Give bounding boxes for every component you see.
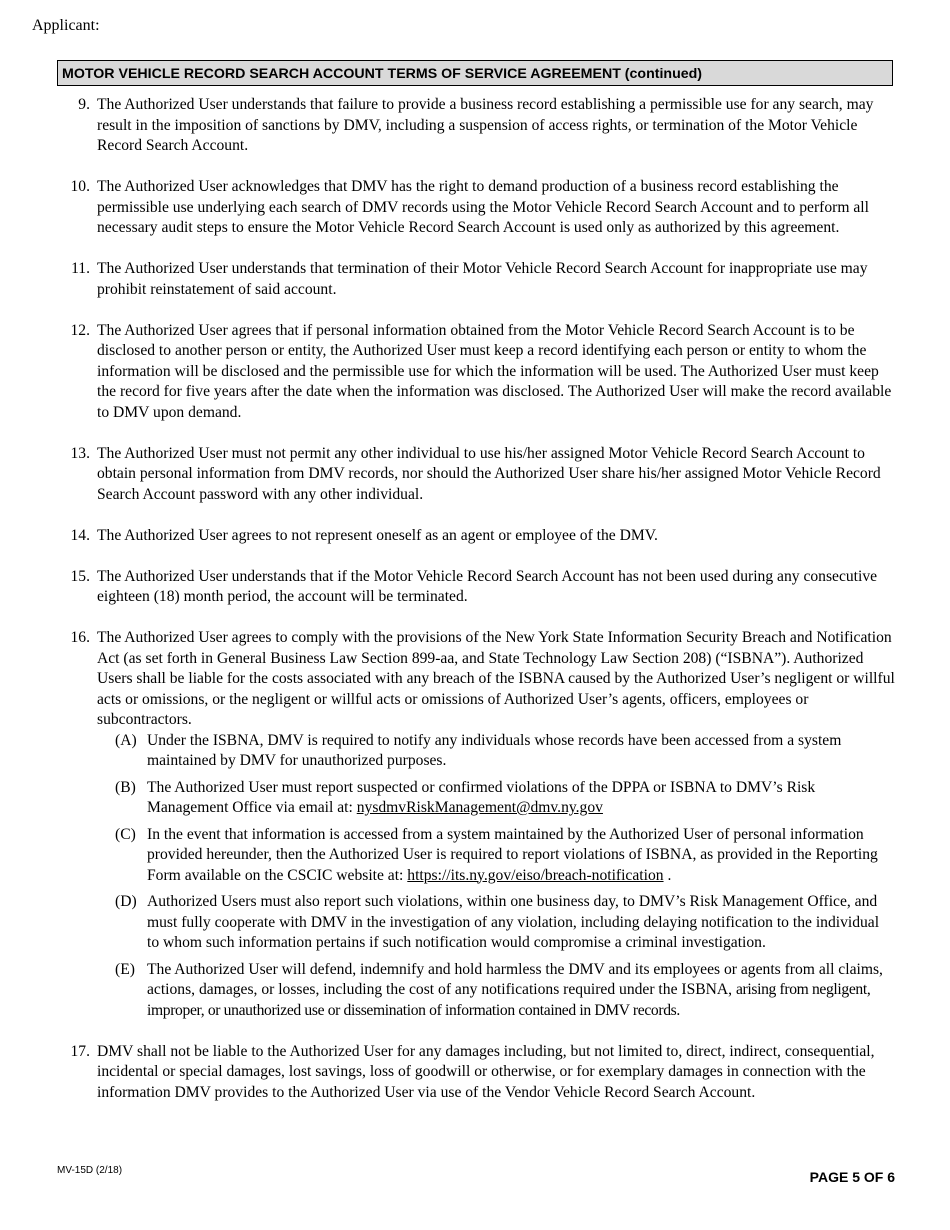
sub-item-text: Under the ISBNA, DMV is required to notify any individuals whose records have been accessed from a system maintained by DMV for unauthorized purposes.: [147, 731, 842, 769]
item-number: 14.: [70, 526, 90, 544]
item-number: 13.: [70, 444, 90, 462]
sub-item-tail: .: [663, 866, 672, 884]
item-number: 11.: [71, 260, 90, 277]
term-item-12: [0, 321, 950, 424]
sub-item-label: (E): [115, 960, 135, 978]
item-text: The Authorized User understands that failure to provide a business record establishing a permissible use for any search, may result in the imposition of sanctions by DMV, including a suspension of access rights, or termination of the Motor Vehicle Record Search Account.: [97, 96, 874, 154]
page-number: PAGE 5 OF 6: [809, 1169, 895, 1185]
item-number: 12.: [70, 321, 90, 339]
sub-item-text: The Authorized User will defend, indemnify and hold harmless the DMV and its employees or agents from all claims, actions, damages, or losses, including the cost of any notifications required under the ISBNA,: [147, 960, 883, 998]
sub-item-list: [97, 731, 895, 1022]
sub-item-tail: arising from negligent, improper, or unauthorized use or dissemination of information contained in DMV records.: [147, 981, 871, 1019]
term-item-14: [0, 526, 950, 547]
sub-item-text: In the event that information is accessed from a system maintained by the Authorized User of personal information provided hereunder, then the Authorized User is required to report violations of ISBNA, as provided in the Reporting Form available on the CSCIC website at:: [147, 825, 878, 884]
sub-item-label: (B): [115, 778, 136, 796]
sub-item-b: [97, 778, 895, 819]
item-text: DMV shall not be liable to the Authorized User for any damages including, but not limited to, direct, indirect, consequential, incidental or special damages, lost savings, loss of goodwill or otherwise, or for exemplary damages in connection with the information DMV provides to the Authorized User via use of the Vendor Vehicle Record Search Account.: [97, 1042, 875, 1101]
sub-item-label: (A): [115, 731, 137, 749]
item-text: The Authorized User agrees to comply with the provisions of the New York State Information Security Breach and Notification Act (as set forth in General Business Law Section 899-aa, and State Technology Law Section 208) (“ISBNA”). Authorized Users shall be liable for the costs associated with any breach of the ISBNA caused by the Authorized User’s negligent or willful acts or omissions, or the negligent or willful acts or omissions of Authorized User’s agents, officers, employees or subcontractors.: [97, 629, 895, 728]
terms-list: [0, 95, 950, 1103]
term-item-17: [0, 1042, 950, 1104]
sub-item-a: [97, 731, 895, 772]
term-item-15: [0, 567, 950, 608]
sub-item-c: [97, 825, 895, 887]
term-item-9: [0, 95, 950, 157]
item-text: The Authorized User agrees to not represent oneself as an agent or employee of the DMV.: [97, 526, 658, 544]
sub-item-label: (D): [115, 893, 137, 910]
item-text: The Authorized User understands that if the Motor Vehicle Record Search Account has not been used during any consecutive eighteen (18) month period, the account will be terminated.: [97, 567, 878, 605]
section-header: MOTOR VEHICLE RECORD SEARCH ACCOUNT TERMS OF SERVICE AGREEMENT (continued): [57, 60, 893, 86]
item-text: The Authorized User understands that termination of their Motor Vehicle Record Search Account for inappropriate use may prohibit reinstatement of said account.: [97, 260, 868, 298]
breach-notification-link[interactable]: https://its.ny.gov/eiso/breach-notification: [407, 866, 664, 884]
term-item-11: [0, 259, 950, 300]
term-item-10: [0, 177, 950, 239]
sub-item-text: Authorized Users must also report such violations, within one business day, to DMV’s Risk Management Office, and must fully cooperate with DMV in the investigation of any violation, including delaying notification to the individual to whom such information pertains if such notification would compromise a criminal investigation.: [147, 893, 880, 951]
sub-item-d: [97, 892, 895, 954]
item-number: 15.: [70, 567, 90, 585]
sub-item-label: (C): [115, 825, 136, 843]
item-number: 10.: [70, 178, 90, 195]
item-text: The Authorized User acknowledges that DMV has the right to demand production of a business record establishing the permissible use underlying each search of DMV records using the Motor Vehicle Record Search Account and to perform all necessary audit steps to ensure the Motor Vehicle Record Search Account is used only as authorized by this agreement.: [97, 178, 869, 236]
risk-management-email-link[interactable]: nysdmvRiskManagement@dmv.ny.gov: [356, 799, 603, 816]
item-text: The Authorized User agrees that if personal information obtained from the Motor Vehicle Record Search Account is to be disclosed to another person or entity, the Authorized User must keep a record identifying each person or entity to whom the information will be disclosed and the permissible use for which the information will be used. The Authorized User must keep the record for five years after the date when the information was disclosed. The Authorized User will make the record available to DMV upon demand.: [97, 321, 892, 421]
term-item-16: [0, 628, 950, 1021]
item-number: 17.: [70, 1042, 90, 1060]
term-item-13: [0, 444, 950, 506]
sub-item-text: The Authorized User must report suspected or confirmed violations of the DPPA or ISBNA to DMV’s Risk Management Office via email at:: [147, 778, 816, 816]
item-number: 16.: [70, 629, 90, 646]
applicant-label: Applicant:: [32, 17, 100, 34]
item-text: The Authorized User must not permit any other individual to use his/her assigned Motor Vehicle Record Search Account to obtain personal information from DMV records, nor should the Authorized User share his/her assigned Motor Vehicle Record Search Account password with any other individual.: [97, 444, 881, 503]
form-code: MV-15D (2/18): [57, 1165, 123, 1176]
sub-item-e: [97, 960, 895, 1022]
item-number: 9.: [78, 96, 90, 113]
